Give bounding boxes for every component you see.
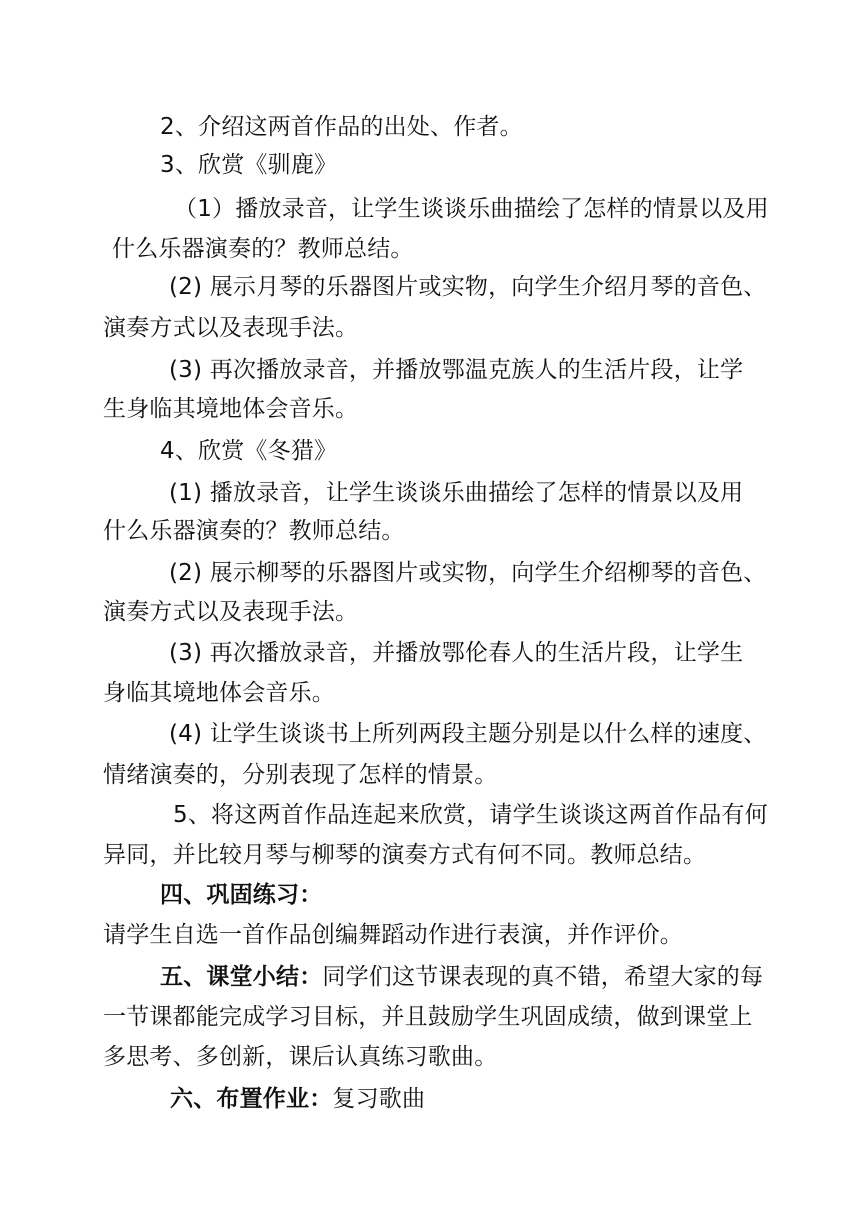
section-heading: 六、布置作业： — [170, 1086, 333, 1112]
text-line: (1) 播放录音，让学生谈谈乐曲描绘了怎样的情景以及用 — [169, 480, 744, 506]
text-line-with-heading — [160, 962, 763, 992]
text-line: 情绪演奏的，分别表现了怎样的情景。 — [103, 762, 498, 788]
text-line: (4) 让学生谈谈书上所列两段主题分别是以什么样的速度、 — [169, 721, 767, 747]
text-span: 复习歌曲 — [332, 1086, 426, 1112]
text-line: 演奏方式以及表现手法。 — [103, 315, 359, 341]
text-line: (2) 展示柳琴的乐器图片或实物，向学生介绍柳琴的音色、 — [169, 560, 767, 586]
text-line: 4、欣赏《冬猎》 — [160, 438, 338, 464]
text-line: (3) 再次播放录音，并播放鄂温克族人的生活片段，让学 — [169, 357, 744, 383]
text-line: 演奏方式以及表现手法。 — [103, 599, 359, 625]
text-line: 身临其境地体会音乐。 — [103, 680, 335, 706]
text-line: 一节课都能完成学习目标，并且鼓励学生巩固成绩，做到课堂上 — [103, 1004, 753, 1030]
text-line-with-heading — [170, 1084, 425, 1114]
section-heading: 四、巩固练习： — [160, 882, 323, 908]
text-line: 5、将这两首作品连起来欣赏，请学生谈谈这两首作品有何 — [173, 802, 768, 828]
text-line: 多思考、多创新，课后认真练习歌曲。 — [103, 1044, 498, 1070]
text-line: 请学生自选一首作品创编舞蹈动作进行表演，并作评价。 — [103, 922, 683, 948]
section-heading: 五、课堂小结： — [160, 964, 323, 990]
text-line: 3、欣赏《驯鹿》 — [160, 152, 338, 178]
text-line: 什么乐器演奏的？教师总结。 — [112, 236, 414, 262]
text-line: 异同，并比较月琴与柳琴的演奏方式有何不同。教师总结。 — [103, 842, 707, 868]
text-line: 生身临其境地体会音乐。 — [103, 396, 359, 422]
text-line: 2、介绍这两首作品的出处、作者。 — [160, 114, 523, 140]
text-line: 什么乐器演奏的？教师总结。 — [103, 518, 405, 544]
text-line: （1）播放录音，让学生谈谈乐曲描绘了怎样的情景以及用 — [174, 196, 769, 222]
text-line: (2) 展示月琴的乐器图片或实物，向学生介绍月琴的音色、 — [169, 274, 767, 300]
text-span: 同学们这节课表现的真不错，希望大家的每 — [322, 964, 764, 990]
text-line: (3) 再次播放录音，并播放鄂伦春人的生活片段，让学生 — [169, 640, 744, 666]
